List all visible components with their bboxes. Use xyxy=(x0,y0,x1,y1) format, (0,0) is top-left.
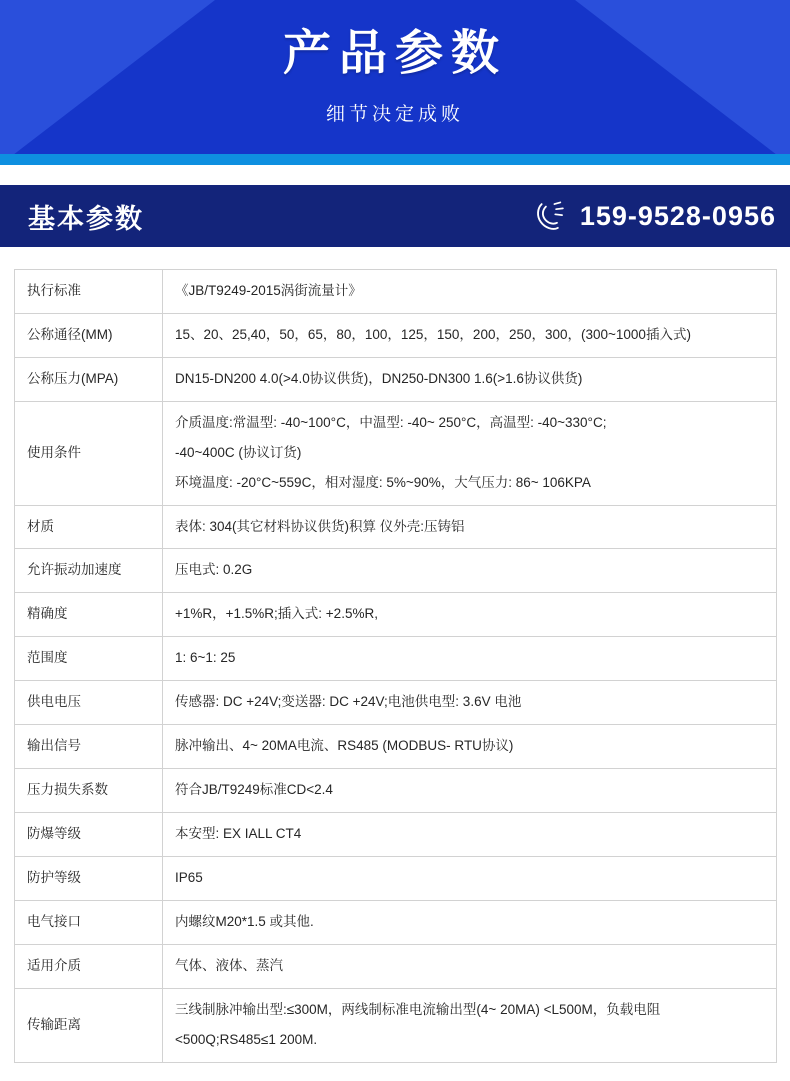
spec-value xyxy=(163,593,777,637)
spec-label: 压力损失系数 xyxy=(15,769,163,813)
table-row xyxy=(15,313,777,357)
spec-label: 防护等级 xyxy=(15,856,163,900)
spec-value-line: 表体: 304(其它材料协议供货)积算 仪外壳:压铸铝 xyxy=(175,518,465,534)
spec-value xyxy=(163,313,777,357)
section-header xyxy=(0,185,790,247)
spec-value-line: 介质温度:常温型: -40~100°C，中温型: -40~ 250°C，高温型: -40~330°C; xyxy=(175,414,607,430)
table-row xyxy=(15,812,777,856)
spec-value-line: 环境温度: -20°C~559C，相对湿度: 5%~90%，大气压力: 86~ 106KPA xyxy=(175,474,591,490)
spec-value xyxy=(163,988,777,1062)
spec-value xyxy=(163,549,777,593)
table-row xyxy=(15,769,777,813)
table-row xyxy=(15,900,777,944)
spec-label: 输出信号 xyxy=(15,725,163,769)
spec-value xyxy=(163,812,777,856)
spec-value xyxy=(163,856,777,900)
table-row xyxy=(15,856,777,900)
phone-icon xyxy=(534,199,568,233)
spec-value-line: 气体、液体、蒸汽 xyxy=(175,957,283,973)
spec-table-wrap xyxy=(0,247,790,1081)
contact-phone[interactable] xyxy=(534,199,776,233)
page-banner xyxy=(0,0,790,165)
spec-value-line: -40~400C (协议订货) xyxy=(175,444,302,460)
spec-value-line: +1%R，+1.5%R;插入式: +2.5%R, xyxy=(175,606,378,622)
spec-label: 执行标准 xyxy=(15,270,163,314)
spec-value-line: 符合JB/T9249标准CD<2.4 xyxy=(175,782,333,798)
banner-accent-bar xyxy=(0,154,790,165)
spec-label: 公称压力(MPA) xyxy=(15,357,163,401)
spec-value xyxy=(163,270,777,314)
table-row xyxy=(15,357,777,401)
table-row xyxy=(15,593,777,637)
spec-value-line: 内螺纹M20*1.5 或其他. xyxy=(175,913,314,929)
spec-value-line: 压电式: 0.2G xyxy=(175,562,253,578)
table-row xyxy=(15,637,777,681)
spec-value-line: 15、20、25,40，50，65，80，100，125，150，200，250，300，(300~1000插入式) xyxy=(175,326,691,342)
spec-value xyxy=(163,401,777,505)
spec-value xyxy=(163,725,777,769)
spec-value-line: 三线制脉冲输出型:≤300M，两线制标准电流输出型(4~ 20MA) <L500M，负载电阻 xyxy=(175,1001,661,1017)
spec-value xyxy=(163,681,777,725)
table-row xyxy=(15,549,777,593)
page-title: 产品参数 xyxy=(282,27,507,80)
spec-value xyxy=(163,900,777,944)
page-subtitle: 细节决定成败 xyxy=(325,104,464,126)
spec-label: 防爆等级 xyxy=(15,812,163,856)
section-title: 基本参数 xyxy=(28,203,144,234)
spec-value-line: DN15-DN200 4.0(>4.0协议供货)，DN250-DN300 1.6(>1.6协议供货) xyxy=(175,370,583,386)
spec-label: 范围度 xyxy=(15,637,163,681)
phone-number: 159-9528-0956 xyxy=(579,200,776,231)
spec-label: 传输距离 xyxy=(15,988,163,1062)
spec-value xyxy=(163,505,777,549)
table-row xyxy=(15,270,777,314)
spec-label: 材质 xyxy=(15,505,163,549)
spec-value-line: 1: 6~1: 25 xyxy=(175,650,236,666)
spec-value-line: 本安型: EX IALL CT4 xyxy=(175,825,302,841)
spec-value-line: 传感器: DC +24V;变送器: DC +24V;电池供电型: 3.6V 电池 xyxy=(175,694,522,710)
spec-label: 电气接口 xyxy=(15,900,163,944)
spec-label: 精确度 xyxy=(15,593,163,637)
spec-value xyxy=(163,357,777,401)
spec-label: 适用介质 xyxy=(15,944,163,988)
spec-value-line: 脉冲输出、4~ 20MA电流、RS485 (MODBUS- RTU协议) xyxy=(175,738,514,754)
spec-table xyxy=(14,269,777,1063)
spec-value-line: IP65 xyxy=(175,869,203,885)
table-row xyxy=(15,401,777,505)
table-row xyxy=(15,944,777,988)
spec-value-line: <500Q;RS485≤1 200M. xyxy=(175,1031,318,1047)
spec-value-line: 《JB/T9249-2015涡街流量计》 xyxy=(175,283,362,298)
spec-label: 公称通径(MM) xyxy=(15,313,163,357)
table-row xyxy=(15,725,777,769)
spec-value xyxy=(163,637,777,681)
table-row xyxy=(15,681,777,725)
spec-label: 使用条件 xyxy=(15,401,163,505)
spec-value xyxy=(163,769,777,813)
table-row xyxy=(15,505,777,549)
table-row xyxy=(15,988,777,1062)
spec-label: 允许振动加速度 xyxy=(15,549,163,593)
spec-value xyxy=(163,944,777,988)
spec-label: 供电电压 xyxy=(15,681,163,725)
banner-content xyxy=(0,0,790,126)
